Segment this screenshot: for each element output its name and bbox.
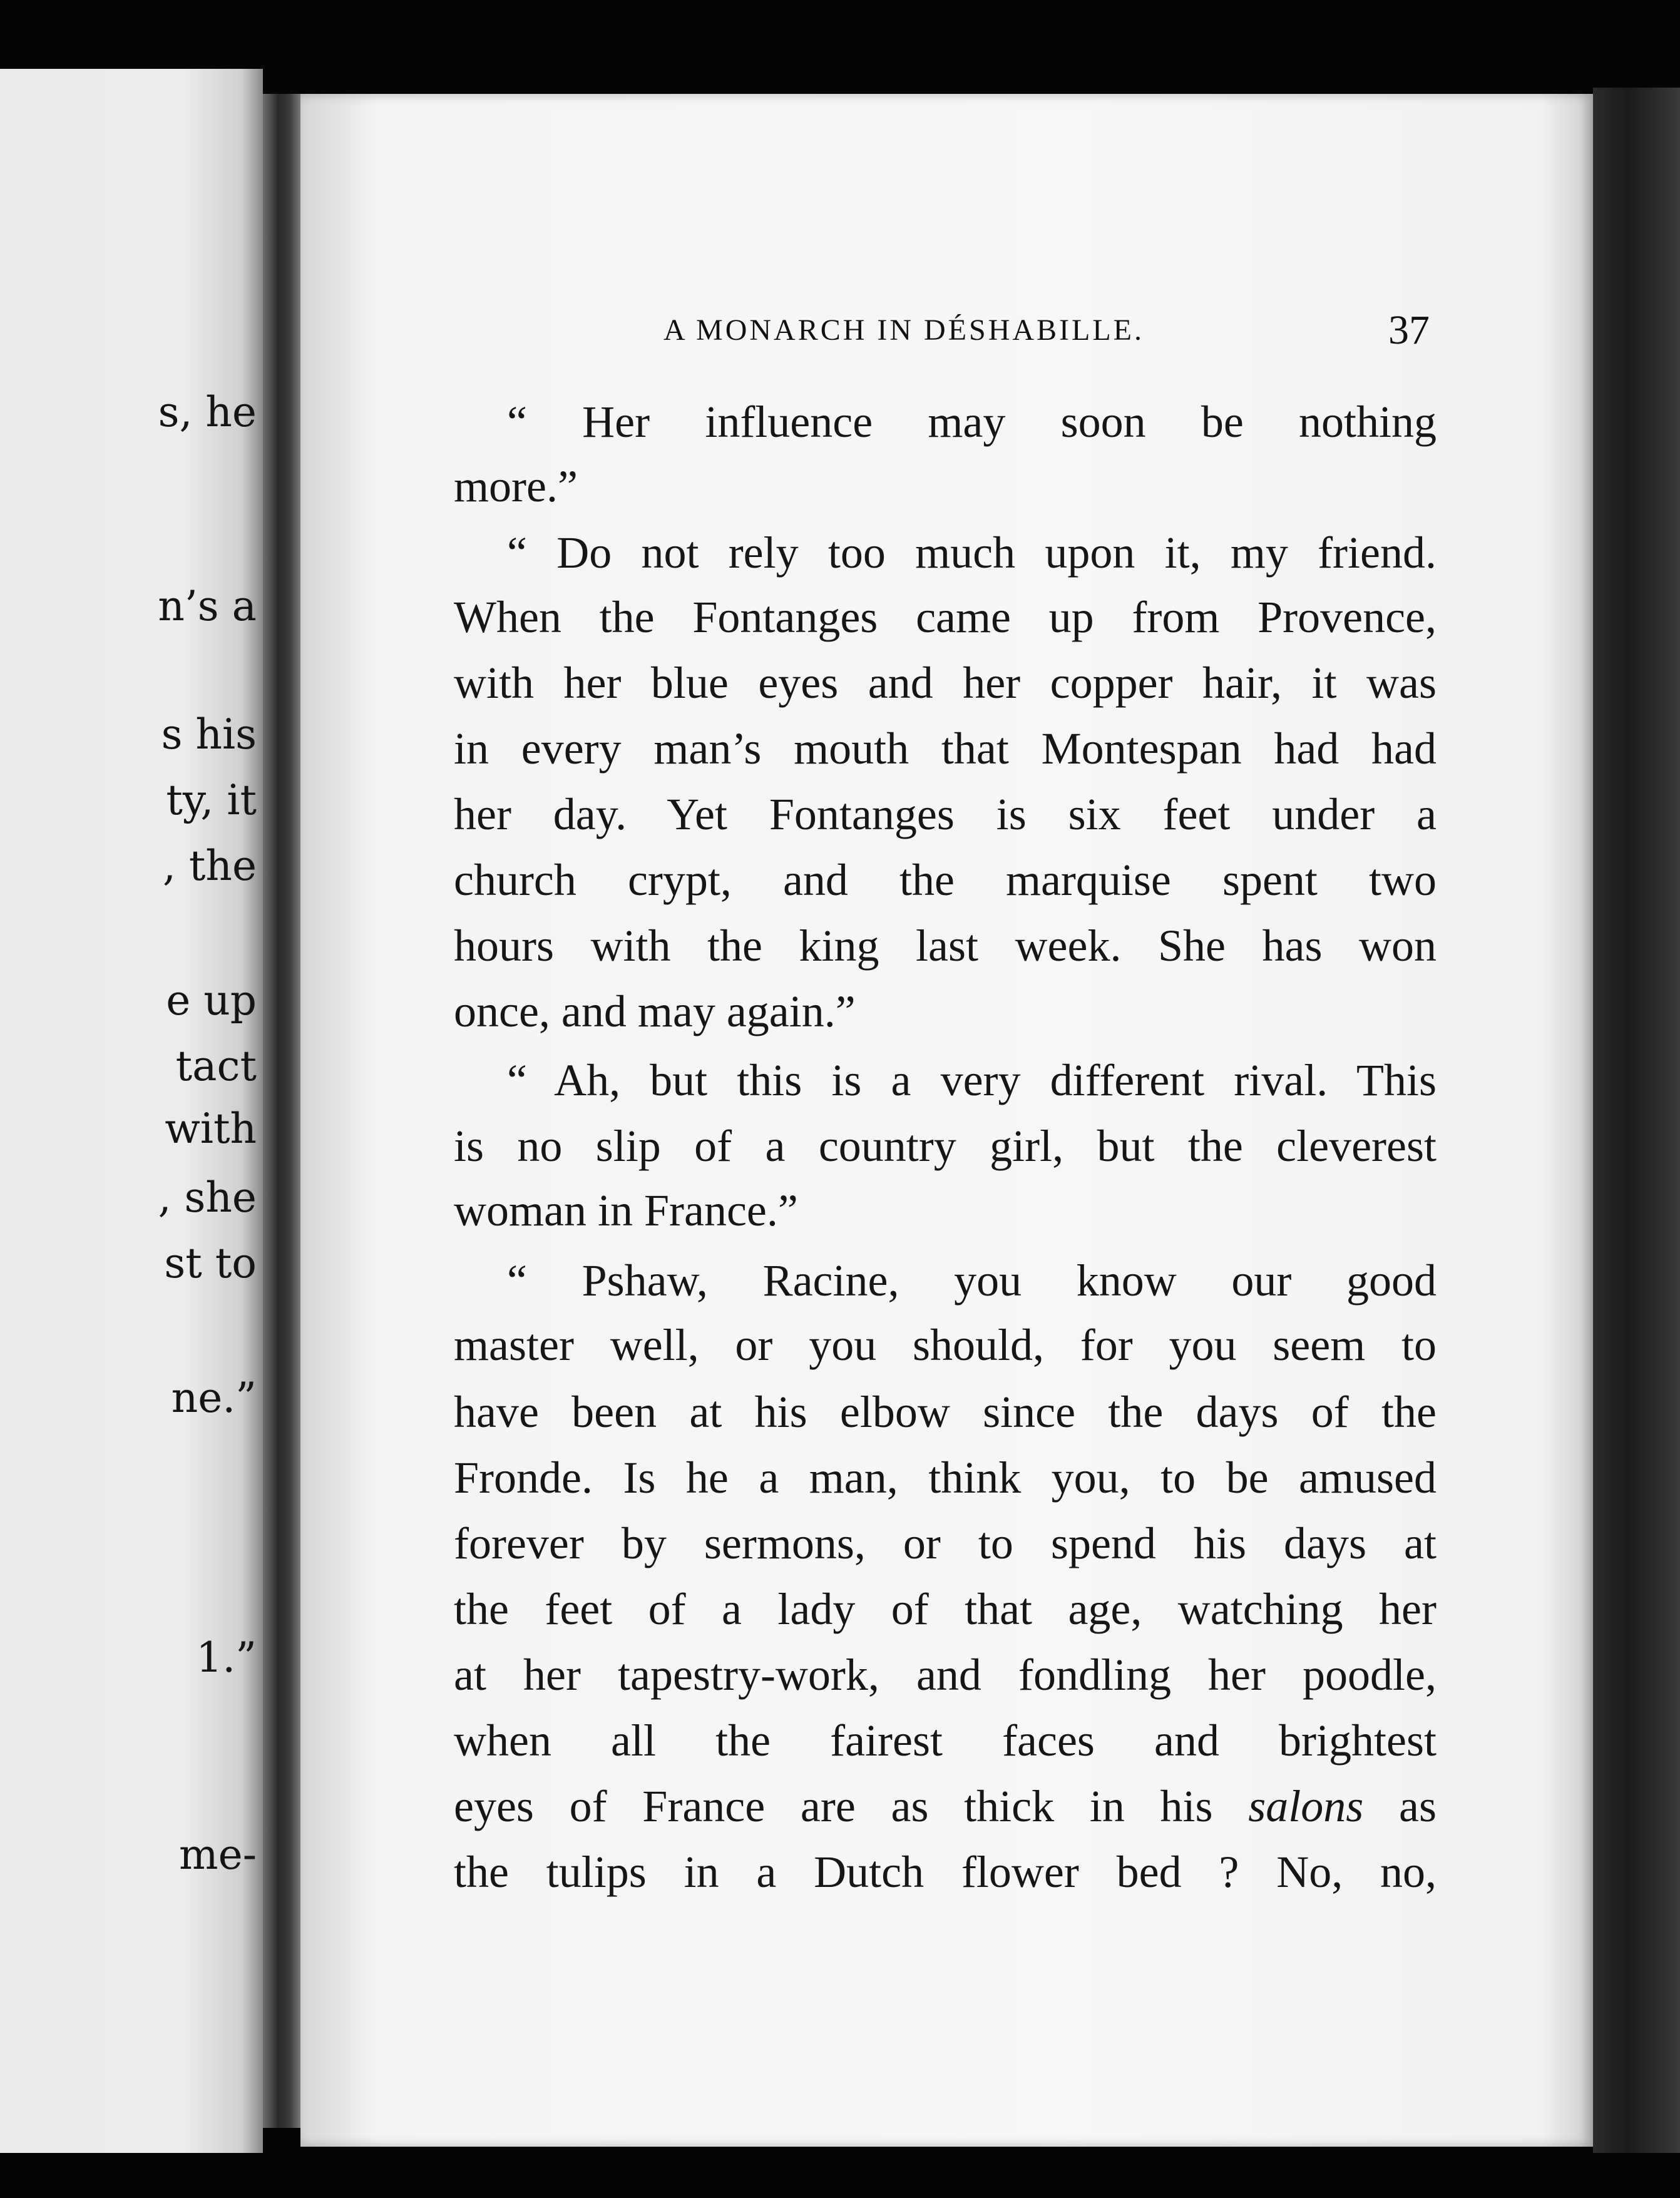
body-line: “ Her influence may soon be nothing	[507, 397, 1437, 447]
body-line: when all the fairest faces and brightest	[454, 1715, 1437, 1766]
left-line-fragment: st to	[164, 1239, 257, 1287]
body-line: “ Do not rely too much upon it, my friend.	[507, 528, 1437, 578]
body-line-text: as	[1399, 1781, 1437, 1831]
body-line: “ Ah, but this is a very different rival. This	[507, 1055, 1437, 1105]
body-line: have been at his elbow since the days of the	[454, 1387, 1437, 1437]
left-line-fragment: s, he	[158, 388, 257, 436]
body-line: her day. Yet Fontanges is six feet under a	[454, 789, 1437, 839]
left-line-fragment: with	[165, 1105, 257, 1153]
body-line: When the Fontanges came up from Provence,	[454, 592, 1437, 642]
body-line: more.”	[454, 461, 578, 511]
body-line: is no slip of a country girl, but the cleverest	[454, 1121, 1437, 1171]
body-line: once, and may again.”	[454, 986, 856, 1036]
running-head: A MONARCH IN DÉSHABILLE.	[663, 314, 1144, 347]
left-line-fragment: ne.”	[171, 1374, 257, 1422]
left-line-fragment: n’s a	[158, 582, 257, 630]
left-page	[0, 69, 263, 2153]
left-line-fragment: tact	[175, 1042, 257, 1090]
body-line: forever by sermons, or to spend his days at	[454, 1518, 1437, 1568]
left-line-fragment: ty, it	[166, 776, 257, 824]
body-line: woman in France.”	[454, 1185, 798, 1235]
body-line-with-italic	[454, 1781, 1437, 1831]
left-line-fragment: , the	[162, 842, 257, 890]
left-line-fragment: e up	[166, 976, 257, 1025]
body-line: hours with the king last week. She has won	[454, 921, 1437, 971]
page-edge	[1593, 88, 1680, 2153]
body-line: “ Pshaw, Racine, you know our good	[507, 1255, 1437, 1306]
page-number: 37	[1388, 307, 1430, 353]
left-line-fragment: s his	[161, 710, 257, 759]
body-line: with her blue eyes and her copper hair, it was	[454, 658, 1437, 708]
body-line: the feet of a lady of that age, watching her	[454, 1584, 1437, 1634]
body-line: the tulips in a Dutch flower bed ? No, no,	[454, 1847, 1437, 1897]
body-line: at her tapestry-work, and fondling her poodle,	[454, 1650, 1437, 1700]
left-line-fragment: , she	[158, 1173, 257, 1222]
body-line: Fronde. Is he a man, think you, to be amused	[454, 1453, 1437, 1503]
body-line: church crypt, and the marquise spent two	[454, 855, 1437, 905]
italic-word-salons: salons	[1248, 1781, 1364, 1831]
body-line-text: eyes of France are as thick in his	[454, 1781, 1213, 1831]
left-line-fragment: me-	[179, 1831, 257, 1879]
body-line: master well, or you should, for you seem to	[454, 1320, 1437, 1370]
left-line-fragment: 1.”	[196, 1633, 257, 1682]
body-line: in every man’s mouth that Montespan had had	[454, 723, 1437, 774]
